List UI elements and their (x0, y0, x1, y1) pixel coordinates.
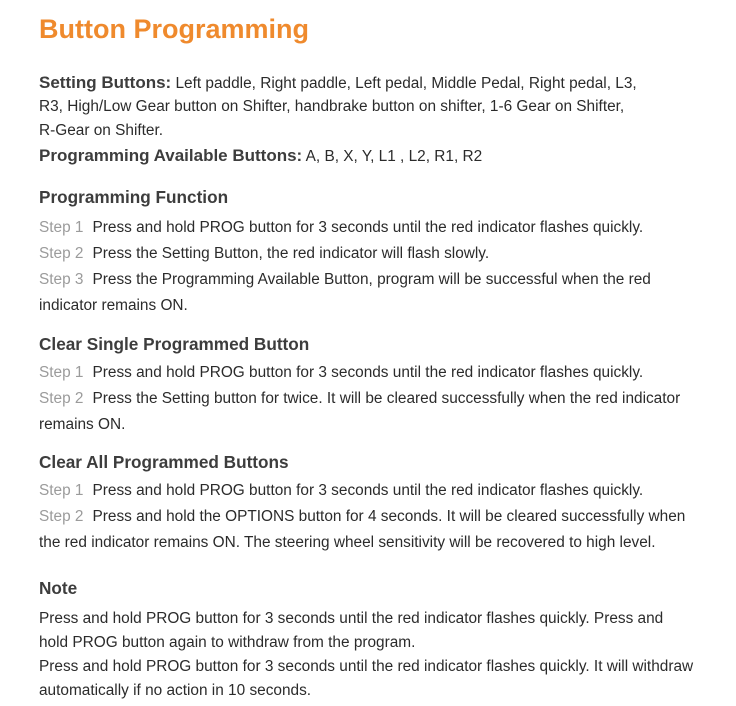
cs-step-1 (39, 361, 643, 385)
cs-step-2 (39, 387, 680, 411)
programming-function-heading: Programming Function (39, 187, 229, 207)
available-buttons-text: A, B, X, Y, L1 , L2, R1, R2 (305, 148, 483, 165)
step-text: Press and hold PROG button for 3 seconds until the red indicator flashes quickly. (92, 482, 644, 499)
setting-buttons-line-2: R3, High/Low Gear button on Shifter, handbrake button on shifter, 1-6 Gear on Shifter, (39, 98, 625, 115)
step-label: Step 1 (39, 364, 84, 381)
clear-single-heading: Clear Single Programmed Button (39, 334, 310, 354)
ca-step-2 (39, 505, 685, 529)
note-line-4: automatically if no action in 10 seconds. (39, 682, 312, 699)
pf-continuation: indicator remains ON. (39, 297, 188, 314)
step-text: Press the Programming Available Button, program will be successful when the red (92, 271, 651, 288)
note-line-2: hold PROG button again to withdraw from the program. (39, 634, 416, 651)
step-label: Step 3 (39, 271, 84, 288)
step-text: Press and hold PROG button for 3 seconds until the red indicator flashes quickly. (92, 364, 644, 381)
pf-step-1 (39, 216, 643, 240)
pf-step-3 (39, 268, 651, 292)
step-label: Step 2 (39, 245, 84, 262)
page-title: Button Programming (39, 14, 309, 44)
setting-buttons-text: Left paddle, Right paddle, Left pedal, Middle Pedal, Right pedal, L3, (175, 75, 637, 92)
ca-continuation: the red indicator remains ON. The steering wheel sensitivity will be recovered to high level. (39, 534, 656, 551)
step-label: Step 1 (39, 219, 84, 236)
setting-buttons-line-3: R-Gear on Shifter. (39, 122, 164, 139)
setting-buttons-line-1 (39, 71, 637, 96)
cs-continuation: remains ON. (39, 416, 126, 433)
available-buttons-label: Programming Available Buttons: (39, 146, 303, 165)
step-label: Step 1 (39, 482, 84, 499)
step-text: Press the Setting button for twice. It will be cleared successfully when the red indicator (92, 390, 681, 407)
note-line-1: Press and hold PROG button for 3 seconds until the red indicator flashes quickly. Press and (39, 610, 664, 627)
step-text: Press and hold the OPTIONS button for 4 seconds. It will be cleared successfully when (92, 508, 686, 525)
step-text: Press and hold PROG button for 3 seconds until the red indicator flashes quickly. (92, 219, 644, 236)
clear-all-heading: Clear All Programmed Buttons (39, 452, 289, 472)
available-buttons-line (39, 144, 482, 169)
note-line-3: Press and hold PROG button for 3 seconds until the red indicator flashes quickly. It will withdraw (39, 658, 694, 675)
note-heading: Note (39, 578, 78, 598)
ca-step-1 (39, 479, 643, 503)
step-text: Press the Setting Button, the red indicator will flash slowly. (92, 245, 490, 262)
step-label: Step 2 (39, 508, 84, 525)
setting-buttons-label: Setting Buttons: (39, 73, 172, 92)
pf-step-2 (39, 242, 489, 266)
step-label: Step 2 (39, 390, 84, 407)
